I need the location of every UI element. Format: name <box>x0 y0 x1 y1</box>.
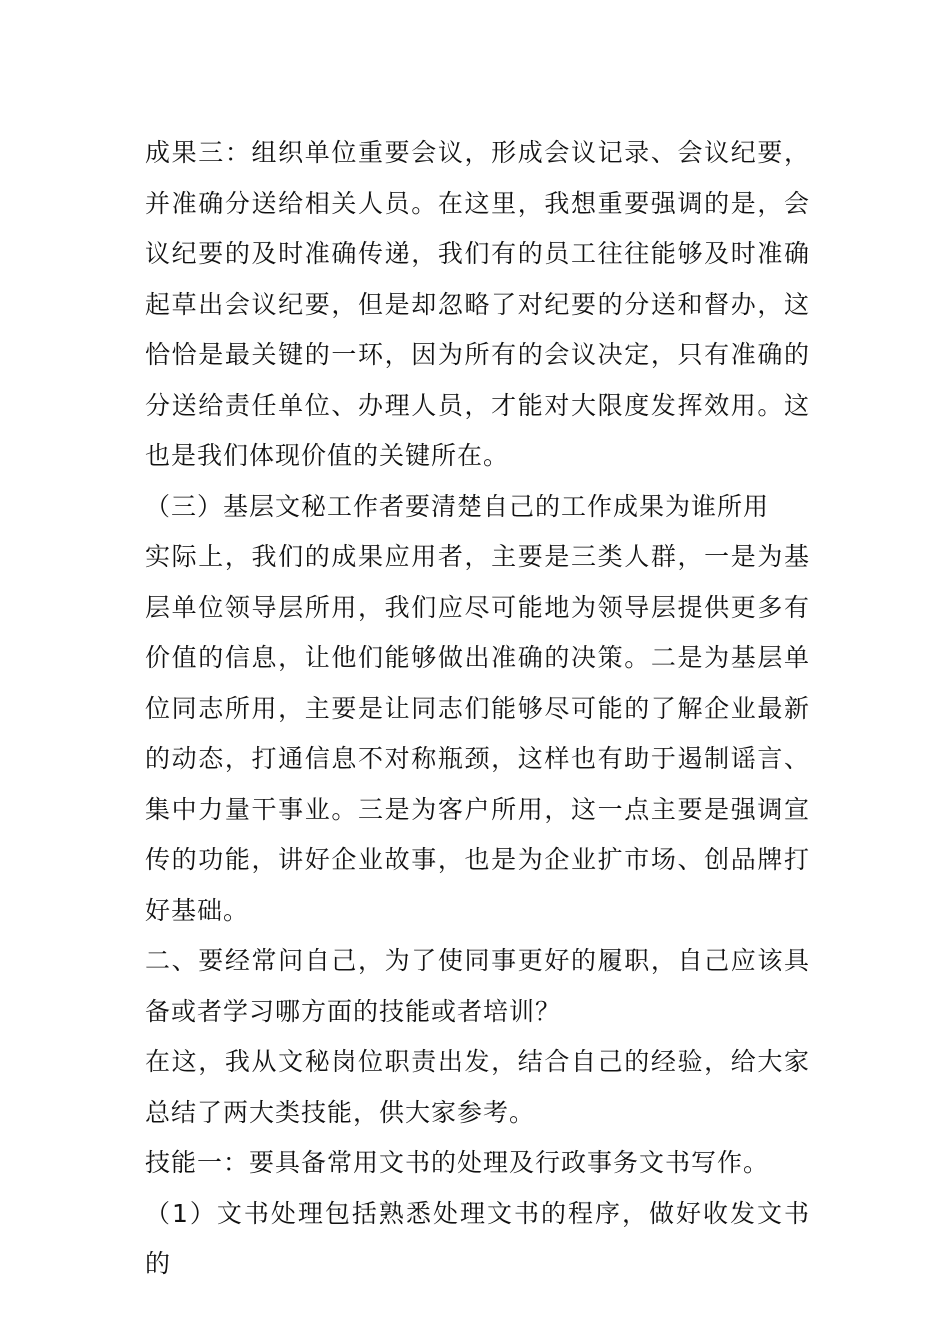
paragraph-skills-intro: 在这，我从文秘岗位职责出发，结合自己的经验，给大家总结了两大类技能，供大家参考。 <box>145 1047 810 1127</box>
heading-skill-one: 技能一：要具备常用文书的处理及行政事务文书写作。 <box>145 1148 770 1177</box>
document-body <box>145 128 810 1290</box>
paragraph-document-processing: （1）文书处理包括熟悉处理文书的程序，做好收发文书的 <box>145 1198 810 1278</box>
heading-subsection-three: （三）基层文秘工作者要清楚自己的工作成果为谁所用 <box>145 491 770 521</box>
paragraph-users: 实际上，我们的成果应用者，主要是三类人群，一是为基层单位领导层所用，我们应尽可能地为领导层提供更多有价值的信息，让他们能够做出准确的决策。二是为基层单位同志所用，主要是让同志们能够尽可能的了解企业最新的动态，打通信息不对称瓶颈，这样也有助于遏制谣言、集中力量干事业。三是为客户所用，这一点主要是强调宣传的功能，讲好企业故事，也是为企业扩市场、创品牌打好基础。 <box>145 542 810 925</box>
heading-section-two: 二、要经常问自己，为了使同事更好的履职，自己应该具备或者学习哪方面的技能或者培训？ <box>145 946 810 1026</box>
paragraph-outcome-three: 成果三：组织单位重要会议，形成会议记录、会议纪要，并准确分送给相关人员。在这里，我想重要强调的是，会议纪要的及时准确传递，我们有的员工往往能够及时准确起草出会议纪要，但是却忽略了对纪要的分送和督办，这恰恰是最关键的一环，因为所有的会议决定，只有准确的分送给责任单位、办理人员，才能对大限度发挥效用。这也是我们体现价值的关键所在。 <box>145 138 810 470</box>
